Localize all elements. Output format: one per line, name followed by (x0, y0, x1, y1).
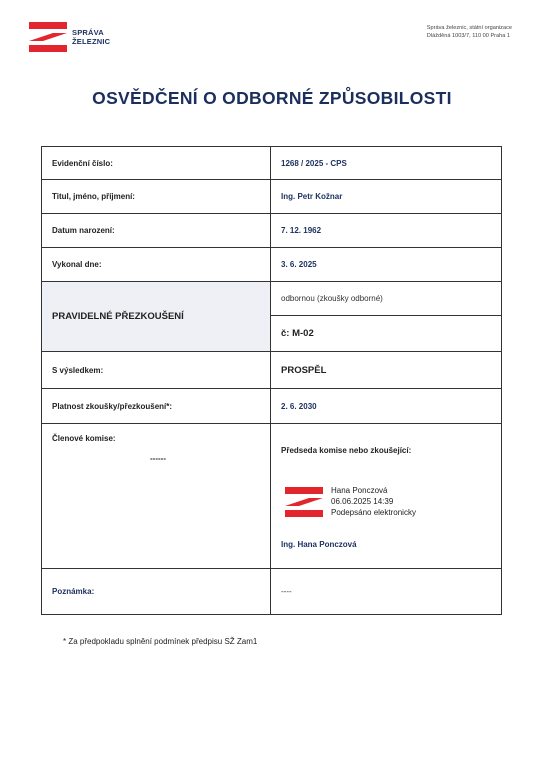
result-label: S výsledkem: (42, 352, 271, 389)
org-address: Dlážděná 1003/7, 110 00 Praha 1 (426, 33, 511, 39)
note-value: ---- (271, 569, 502, 615)
sz-logo-icon (29, 22, 67, 52)
members-cell (42, 424, 271, 569)
evidence-value: 1268 / 2025 - CPS (271, 147, 502, 180)
exam-kind: odbornou (zkoušky odborné) (271, 282, 502, 316)
footnote: * Za předpokladu splnění podmínek předpisu SŽ Zam1 (63, 637, 258, 646)
chair-label: Předseda komise nebo zkoušející: (281, 446, 412, 455)
members-label: Členové komise: (52, 434, 116, 443)
organization-info (427, 24, 512, 40)
org-name: Správa železnic, státní organizace (426, 25, 512, 31)
birth-label: Datum narození: (42, 214, 271, 248)
signature-name: Hana Ponczová (331, 486, 388, 495)
logo-line-2: ŽELEZNIC (72, 37, 111, 46)
electronic-signature (285, 485, 501, 518)
validity-label: Platnost zkoušky/přezkoušení*: (42, 389, 271, 424)
done-value: 3. 6. 2025 (271, 248, 502, 282)
signature-text (331, 485, 416, 518)
name-value: Ing. Petr Kožnar (271, 180, 502, 214)
birth-value: 7. 12. 1962 (271, 214, 502, 248)
logo-line-1: SPRÁVA (72, 28, 104, 37)
evidence-label: Evidenční číslo: (42, 147, 271, 180)
note-label: Poznámka: (42, 569, 271, 615)
logo (29, 22, 110, 52)
chair-cell (271, 424, 502, 569)
name-label: Titul, jméno, příjmení: (42, 180, 271, 214)
signature-datetime: 06.06.2025 14:39 (331, 497, 394, 506)
exam-type-label: PRAVIDELNÉ PŘEZKOUŠENÍ (42, 282, 271, 352)
logo-text (72, 28, 110, 46)
validity-value: 2. 6. 2030 (271, 389, 502, 424)
page-title: OSVĚDČENÍ O ODBORNÉ ZPŮSOBILOSTI (92, 88, 452, 108)
signature-logo-icon (285, 487, 323, 517)
members-value: ------ (150, 454, 166, 463)
exam-code: č: M-02 (271, 316, 502, 352)
certificate-table (41, 146, 502, 615)
signature-note: Podepsáno elektronicky (331, 508, 416, 517)
result-value: PROSPĚL (271, 352, 502, 389)
done-label: Vykonal dne: (42, 248, 271, 282)
chair-name: Ing. Hana Ponczová (281, 540, 357, 549)
